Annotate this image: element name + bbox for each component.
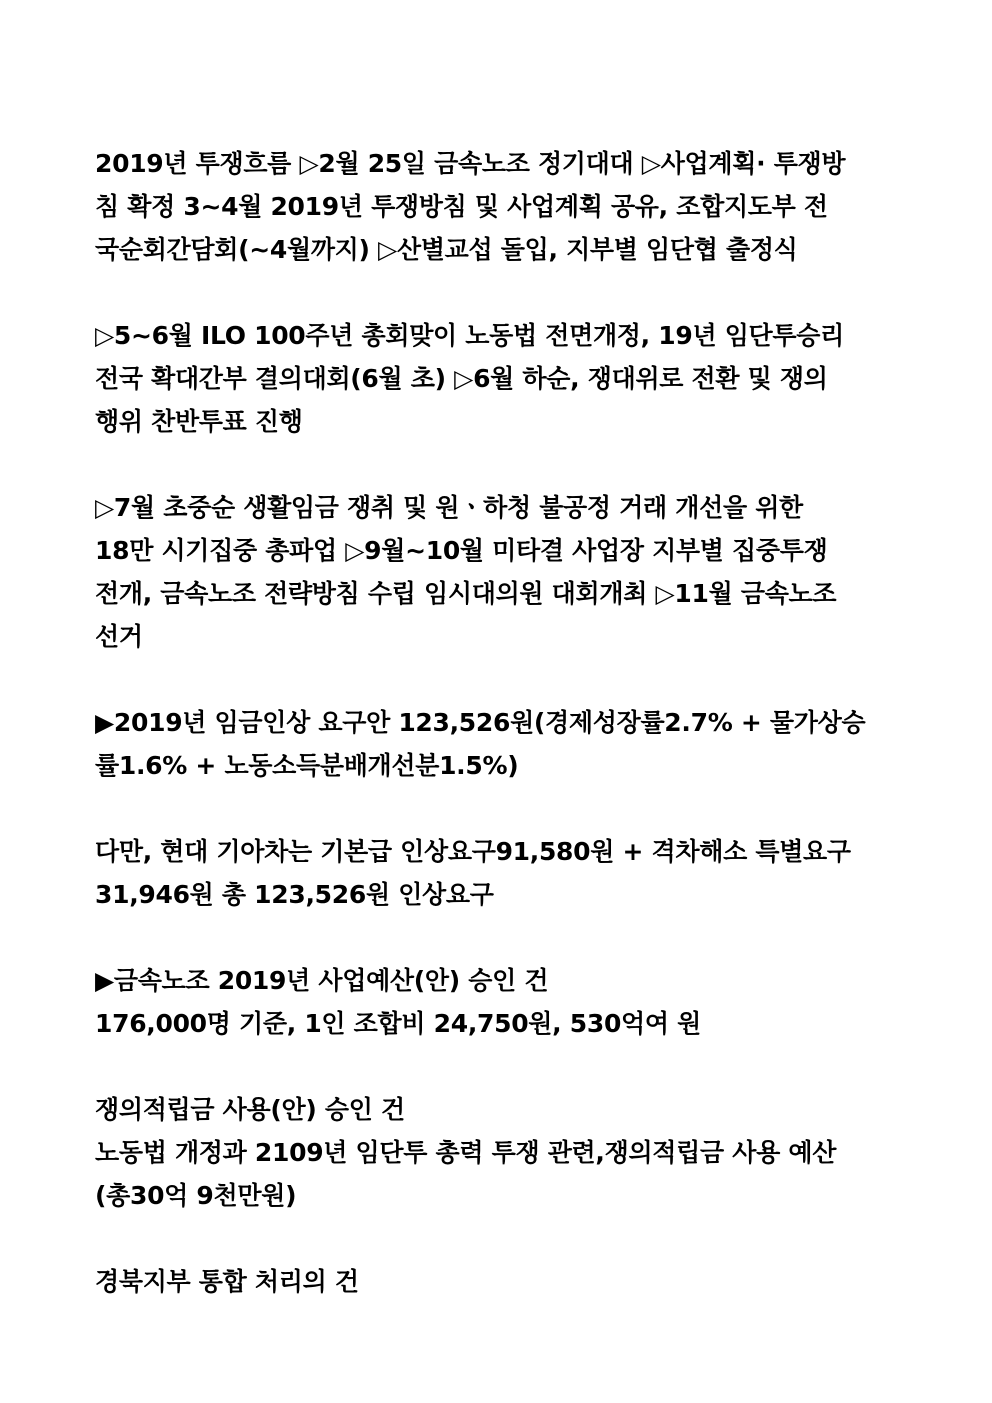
text-line: 노동법 개정과 2109년 임단투 총력 투쟁 관련,쟁의적립금 사용 예산 [95,1138,837,1167]
text-line: 2019년 투쟁흐름 ▷2월 25일 금속노조 정기대대 ▷사업계획· 투쟁방 [95,149,846,178]
paragraph-wage-demand [95,701,897,787]
paragraph-spacer [95,787,897,830]
text-line: ▷5~6월 ILO 100주년 총회맞이 노동법 전면개정, 19년 임단투승리 [95,321,844,350]
text-line: ▶2019년 임금인상 요구안 123,526원(경제성장률2.7% + 물가상승 [95,708,866,737]
text-line: 쟁의적립금 사용(안) 승인 건 [95,1095,405,1124]
text-line: (총30억 9천만원) [95,1181,297,1210]
text-line: 침 확정 3~4월 2019년 투쟁방침 및 사업계획 공유, 조합지도부 전 [95,192,828,221]
text-line: 경북지부 통합 처리의 건 [95,1267,359,1296]
paragraph-spacer [95,271,897,314]
paragraph-struggle-timeline [95,142,897,271]
paragraph-budget-approval [95,959,897,1045]
paragraph-spacer [95,443,897,486]
document-body [95,142,897,1303]
paragraph-may-june [95,314,897,443]
paragraph-hyundai-kia [95,830,897,916]
paragraph-spacer [95,916,897,959]
text-line: ▷7월 초중순 생활임금 쟁취 및 원ㆍ하청 불공정 거래 개선을 위한 [95,493,803,522]
text-line: 전개, 금속노조 전략방침 수립 임시대의원 대회개최 ▷11월 금속노조 [95,579,837,608]
text-line: 다만, 현대 기아차는 기본급 인상요구91,580원 + 격차해소 특별요구 [95,837,851,866]
text-line: 전국 확대간부 결의대회(6월 초) ▷6월 하순, 쟁대위로 전환 및 쟁의 [95,364,828,393]
text-line: 률1.6% + 노동소득분배개선분1.5%) [95,751,519,780]
paragraph-strike-fund [95,1088,897,1217]
text-line: 국순회간담회(~4월까지) ▷산별교섭 돌입, 지부별 임단협 출정식 [95,235,798,264]
paragraph-spacer [95,1045,897,1088]
text-line: 176,000명 기준, 1인 조합비 24,750원, 530억여 원 [95,1009,701,1038]
text-line: ▶금속노조 2019년 사업예산(안) 승인 건 [95,966,549,995]
text-line: 행위 찬반투표 진행 [95,407,303,436]
text-line: 선거 [95,622,143,651]
paragraph-spacer [95,658,897,701]
paragraph-july-november [95,486,897,658]
paragraph-spacer [95,1217,897,1260]
text-line: 31,946원 총 123,526원 인상요구 [95,880,494,909]
paragraph-gyeongbuk-merger [95,1260,897,1303]
text-line: 18만 시기집중 총파업 ▷9월~10월 미타결 사업장 지부별 집중투쟁 [95,536,828,565]
